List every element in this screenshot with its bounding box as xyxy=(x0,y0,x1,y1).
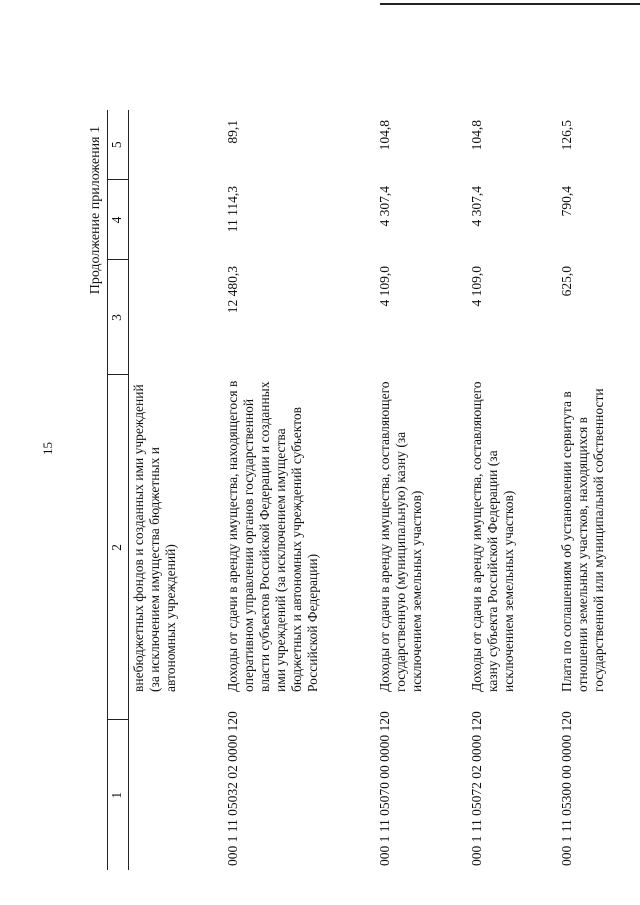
row-name: Доходы от сдачи в аренду имущества, составляющего казну субъекта Российской Федерации (за исключением земельных участков) xyxy=(469,381,516,692)
table-header-row xyxy=(108,110,129,870)
row-value-col5: 126,5 xyxy=(559,120,574,151)
column-header-4: 4 xyxy=(108,180,129,260)
row-value-col5 xyxy=(129,110,224,180)
row-value-col5: 104,8 xyxy=(377,120,392,151)
scan-edge-line xyxy=(380,3,640,5)
row-value-col4: 790,4 xyxy=(559,186,574,217)
row-name: Доходы от сдачи в аренду имущества, находящегося в оперативном управлении органов государственной власти субъектов Российской Федерации и созданных ими учреждений (за исключением имущества бюджетных и автономных учреждений субъектов Российской Федерации) xyxy=(225,380,320,692)
page-number: 15 xyxy=(40,442,55,455)
rotated-page xyxy=(85,110,606,870)
row-value-col3: 4 109,0 xyxy=(469,266,484,307)
column-header-3: 3 xyxy=(108,260,129,375)
row-value-col4: 4 307,4 xyxy=(469,186,484,227)
row-value-col4: 4 307,4 xyxy=(377,186,392,227)
row-value-col5: 89,1 xyxy=(225,120,240,144)
table-row xyxy=(557,110,640,870)
column-header-1: 1 xyxy=(108,720,129,870)
row-value-col3: 625,0 xyxy=(559,266,574,297)
table-row xyxy=(375,110,467,870)
row-code: 000 1 11 05070 00 0000 120 xyxy=(377,711,392,866)
row-code: 000 1 11 05072 02 0000 120 xyxy=(469,711,484,866)
row-value-col5: 104,8 xyxy=(469,120,484,151)
row-name: Доходы от сдачи в аренду имущества, составляющего государственную (муниципальную) казну (за исключением земельных участков) xyxy=(377,381,424,692)
table-row xyxy=(223,110,375,870)
row-value-col3: 12 480,3 xyxy=(225,266,240,314)
row-code xyxy=(129,720,224,870)
row-code: 000 1 11 05300 00 0000 120 xyxy=(559,711,574,866)
row-value-col4 xyxy=(129,180,224,260)
row-code: 000 1 11 05032 02 0000 120 xyxy=(225,711,240,866)
column-header-5: 5 xyxy=(108,110,129,180)
row-name: внебюджетных фондов и созданных ими учреждений (за исключением имущества бюджетных и автономных учреждений) xyxy=(131,384,178,692)
table-row xyxy=(467,110,557,870)
revenue-table xyxy=(107,110,640,870)
appendix-caption: Продолжение приложения 1 xyxy=(88,126,103,295)
row-value-col3: 4 109,0 xyxy=(377,266,392,307)
table-row xyxy=(129,110,224,870)
column-header-2: 2 xyxy=(108,375,129,720)
row-value-col3 xyxy=(129,260,224,375)
row-name: Плата по соглашениям об установлении сервитута в отношении земельных участков, находящихся в государственной или муниципальной собственности xyxy=(559,388,606,692)
row-value-col4: 11 114,3 xyxy=(225,186,240,233)
